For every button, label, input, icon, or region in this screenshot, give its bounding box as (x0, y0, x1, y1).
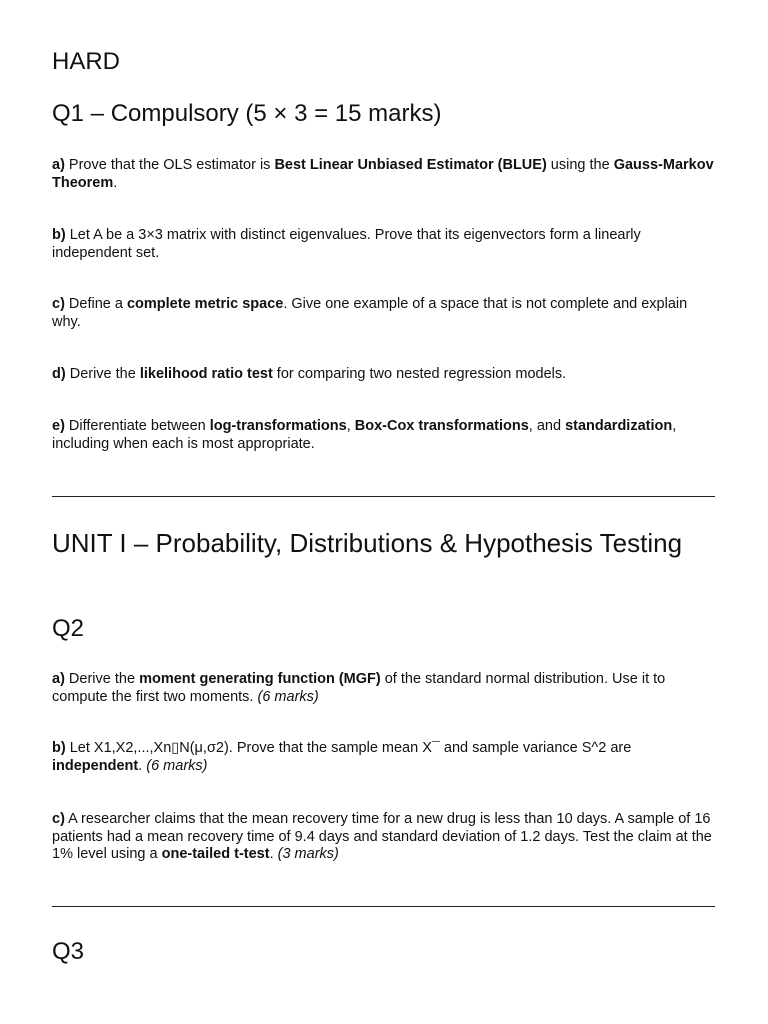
unit-heading: UNIT I – Probability, Distributions & Hypothesis Testing (52, 528, 683, 558)
text-segment: Differentiate between (64, 418, 210, 434)
text-segment: . Give one example of a space that is not complete and explain why. (52, 296, 688, 330)
q2-heading: Q2 (52, 615, 85, 642)
section-divider (52, 496, 715, 497)
q2-part-a (52, 671, 716, 706)
marks-note: (6 marks) (257, 688, 319, 705)
emphasis-term: Best Linear Unbiased Estimator (BLUE) (274, 157, 547, 173)
emphasis-term: independent (52, 757, 139, 774)
text-segment: . (113, 174, 118, 191)
q2-part-c (52, 811, 716, 864)
part-label: c) (52, 296, 65, 312)
part-label: d) (52, 366, 66, 382)
q1-part-b (52, 227, 716, 262)
part-label: b) (52, 227, 66, 243)
q1-part-a (52, 157, 716, 192)
marks-note: (6 marks) (146, 757, 208, 774)
q1-part-d (52, 366, 716, 384)
emphasis-term: Box-Cox transformations (354, 418, 529, 434)
q3-heading: Q3 (52, 938, 85, 965)
text-segment: for comparing two nested regression models. (272, 366, 567, 382)
text-segment: , including when each is most appropriate. (52, 418, 677, 452)
text-segment: A researcher claims that the mean recovery time for a new drug is less than 10 days. A sample of 16 patients had a mean recovery time of 9.4 days and standard deviation of 1.2 days. Test the claim at the 1% level using a (52, 811, 712, 862)
text-segment: Derive the (65, 366, 140, 382)
part-label: b) (52, 740, 66, 756)
part-label: e) (52, 418, 65, 434)
emphasis-term: one-tailed t-test (161, 846, 270, 862)
part-label: c) (52, 811, 65, 827)
q2-part-b (52, 740, 716, 775)
part-label: a) (52, 157, 65, 173)
text-segment: . (269, 846, 278, 862)
part-label: a) (52, 671, 65, 687)
text-segment: Let A be a 3×3 matrix with distinct eigenvalues. Prove that its eigenvectors form a linearly independent set. (52, 227, 641, 261)
text-segment: Prove that the OLS estimator is (64, 157, 275, 173)
emphasis-term: log-transformations (209, 418, 347, 434)
text-segment: Define a (64, 296, 127, 312)
emphasis-term: standardization (565, 418, 673, 434)
text-segment: Let X1,X2,...,Xn▯N(μ,σ2). Prove that the sample mean X¯ and sample variance S^2 are (65, 740, 632, 756)
q1-part-e (52, 418, 716, 453)
text-segment: , and (528, 418, 566, 434)
q1-part-c (52, 296, 716, 331)
difficulty-heading: HARD (52, 48, 121, 75)
emphasis-term: complete metric space (126, 296, 284, 312)
section-divider (52, 906, 715, 907)
text-segment: using the (546, 157, 614, 173)
emphasis-term: moment generating function (MGF) (139, 671, 381, 687)
text-segment: . (138, 757, 147, 774)
text-segment: of the standard normal distribution. Use it to compute the first two moments. (52, 671, 666, 705)
text-segment: , (346, 418, 355, 434)
q1-heading: Q1 – Compulsory (5 × 3 = 15 marks) (52, 100, 442, 127)
emphasis-term: likelihood ratio test (139, 366, 273, 382)
marks-note: (3 marks) (277, 846, 339, 862)
text-segment: Derive the (64, 671, 140, 687)
emphasis-term: Gauss-Markov Theorem (52, 157, 714, 191)
